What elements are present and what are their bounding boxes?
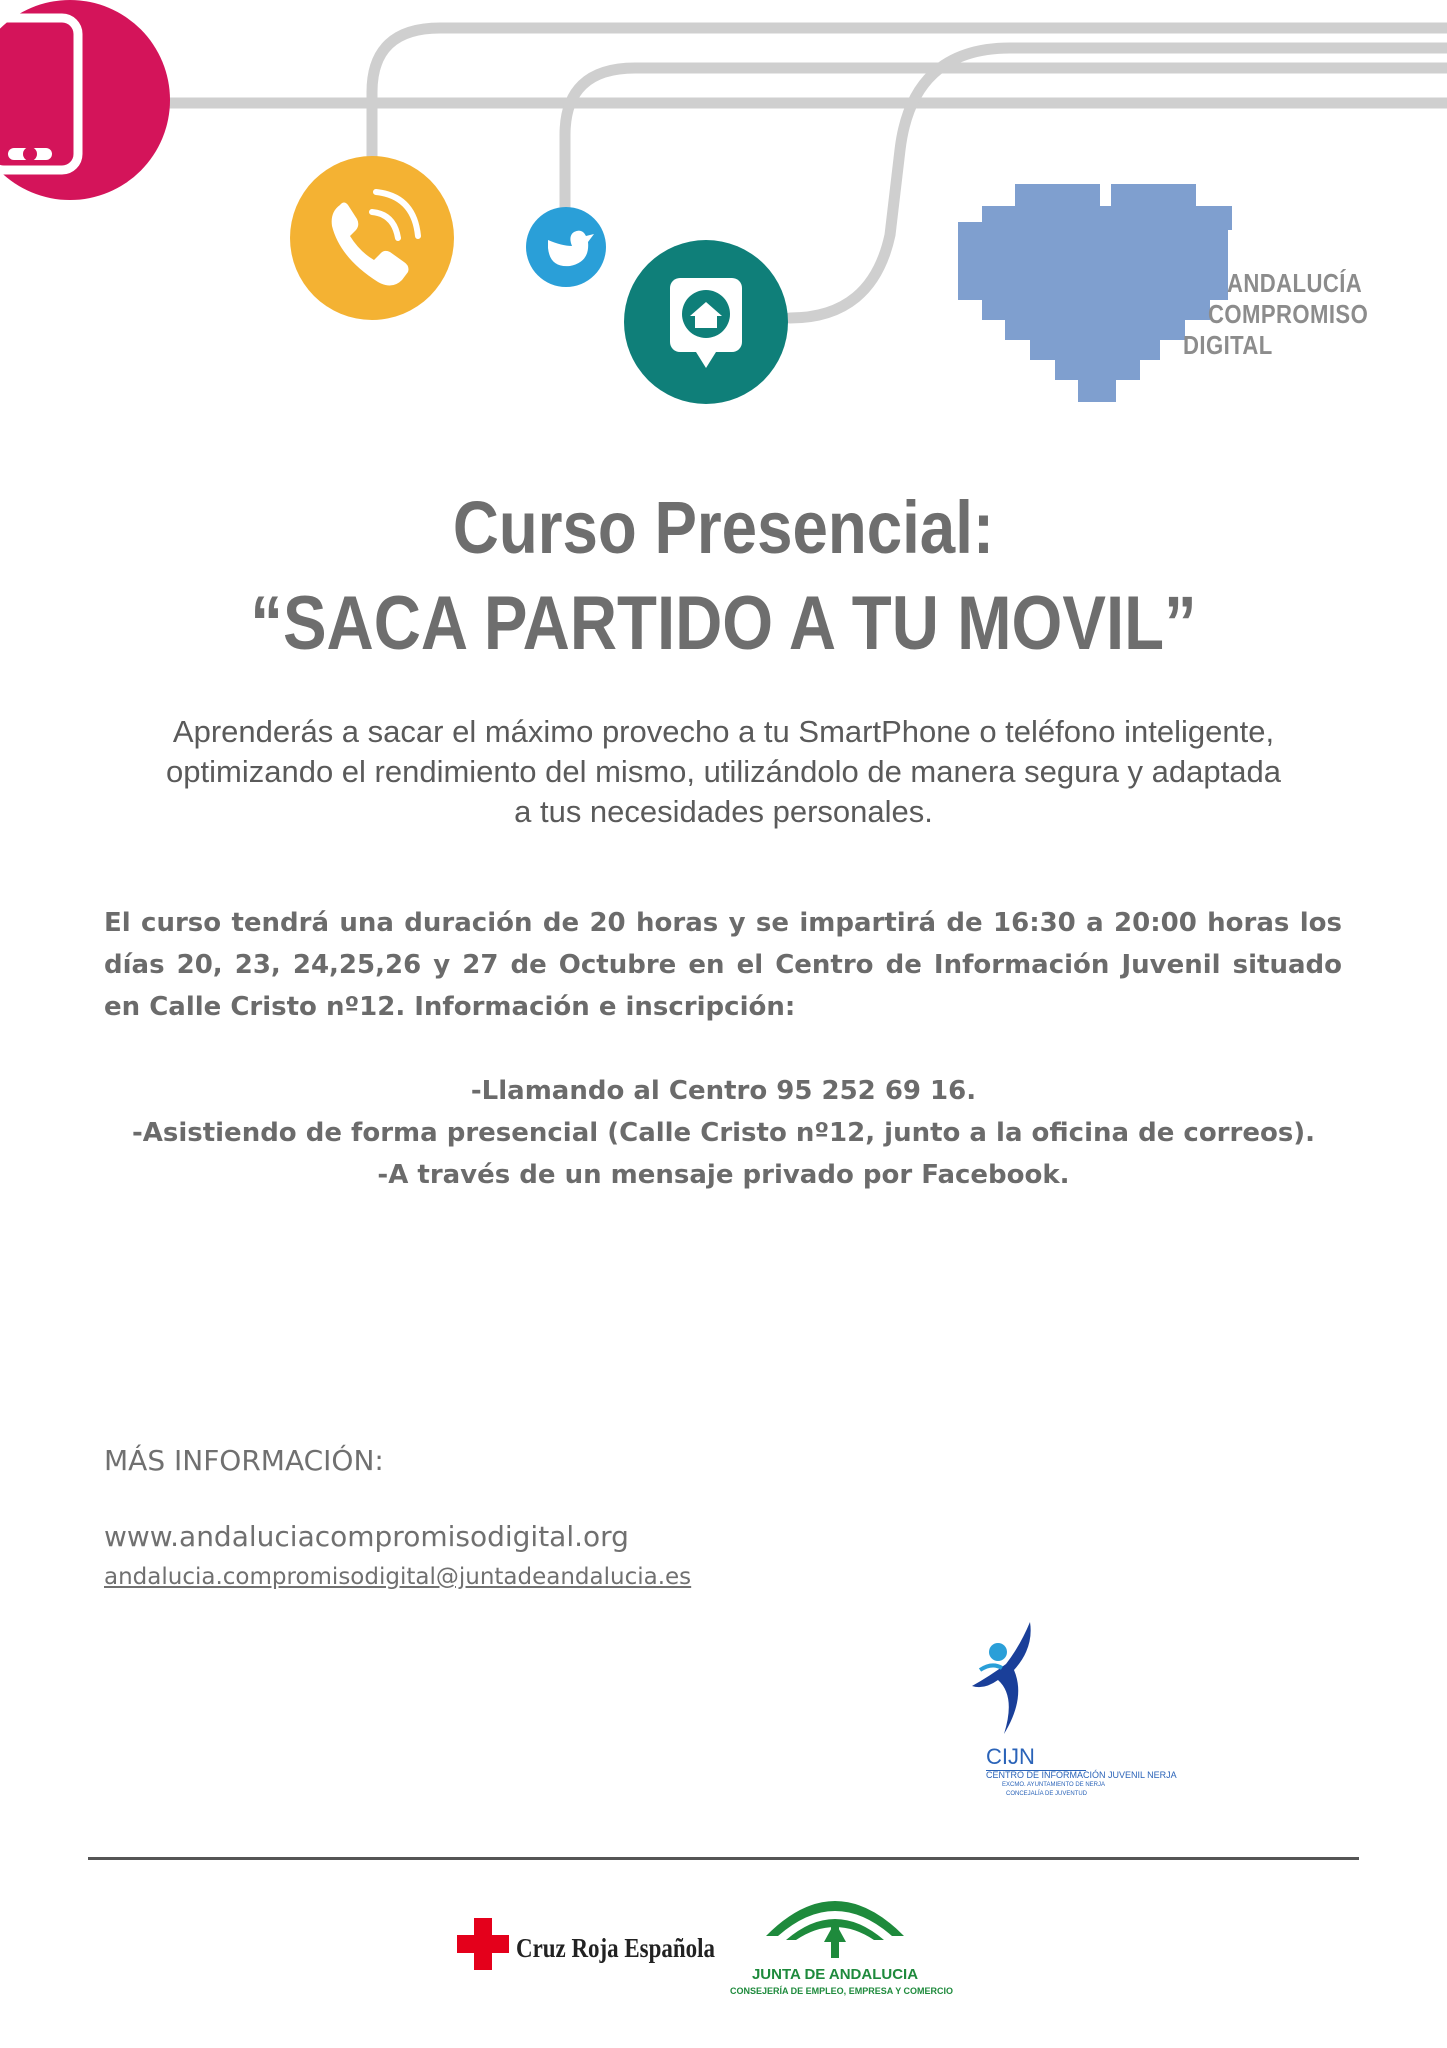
page-subtitle: “SACA PARTIDO A TU MOVIL”: [250, 581, 1197, 666]
cijn-line-2: EXCMO. AYUNTAMIENTO DE NERJA: [1002, 1782, 1106, 1788]
tablet-icon: [0, 0, 170, 200]
cijn-line-1: CENTRO DE INFORMACIÓN JUVENIL NERJA: [986, 1770, 1177, 1780]
junta-arch-icon: [760, 1880, 910, 1962]
cijn-figure-icon: [968, 1618, 1040, 1738]
red-cross-name: Cruz Roja Española: [516, 1933, 715, 1963]
intro-line: optimizando el rendimiento del mismo, utilizándolo de manera segura y adaptada: [166, 754, 1281, 789]
red-cross-icon: [457, 1918, 509, 1970]
bird-icon: [526, 207, 606, 287]
contact-line: -Llamando al Centro 95 252 69 16.: [470, 1076, 977, 1106]
cijn-line-3: CONCEJALÍA DE JUVENTUD: [1006, 1791, 1088, 1797]
intro-text: [80, 712, 1367, 832]
contact-line: -Asistiendo de forma presencial (Calle Cristo nº12, junto a la oficina de correos).: [131, 1118, 1316, 1148]
email-link[interactable]: andalucia.compromisodigital@juntadeandalucia.es: [104, 1564, 692, 1590]
more-info-label: MÁS INFORMACIÓN:: [104, 1444, 384, 1477]
website-link[interactable]: www.andaluciacompromisodigital.org: [104, 1520, 629, 1553]
junta-name: JUNTA DE ANDALUCIA: [751, 1966, 919, 1983]
brand-line-1: ANDALUCÍA: [1227, 268, 1363, 298]
junta-department: CONSEJERÍA DE EMPLEO, EMPRESA Y COMERCIO: [730, 1986, 954, 1996]
contact-line: -A través de un mensaje privado por Facebook.: [377, 1160, 1070, 1190]
brand-line-3: DIGITAL: [1183, 330, 1273, 360]
intro-line: Aprenderás a sacar el máximo provecho a tu SmartPhone o teléfono inteligente,: [172, 714, 1275, 749]
cijn-acronym: CIJN: [986, 1744, 1086, 1771]
home-location-icon: [624, 240, 788, 404]
page-title: Curso Presencial:: [452, 486, 995, 569]
brand-line-2: COMPROMISO: [1208, 299, 1369, 329]
footer-divider: [88, 1857, 1359, 1860]
intro-line: a tus necesidades personales.: [514, 794, 933, 829]
course-details: El curso tendrá una duración de 20 horas y se impartirá de 16:30 a 20:00 horas los días 20, 23, 24,25,26 y 27 de Octubre en el Centro de Información Juvenil situado en Calle Cristo nº12. Información e inscripción:: [104, 908, 1342, 1022]
phone-ringing-icon: [290, 156, 454, 320]
pixel-heart-icon: [958, 184, 1232, 402]
contact-methods: [0, 1070, 1447, 1196]
